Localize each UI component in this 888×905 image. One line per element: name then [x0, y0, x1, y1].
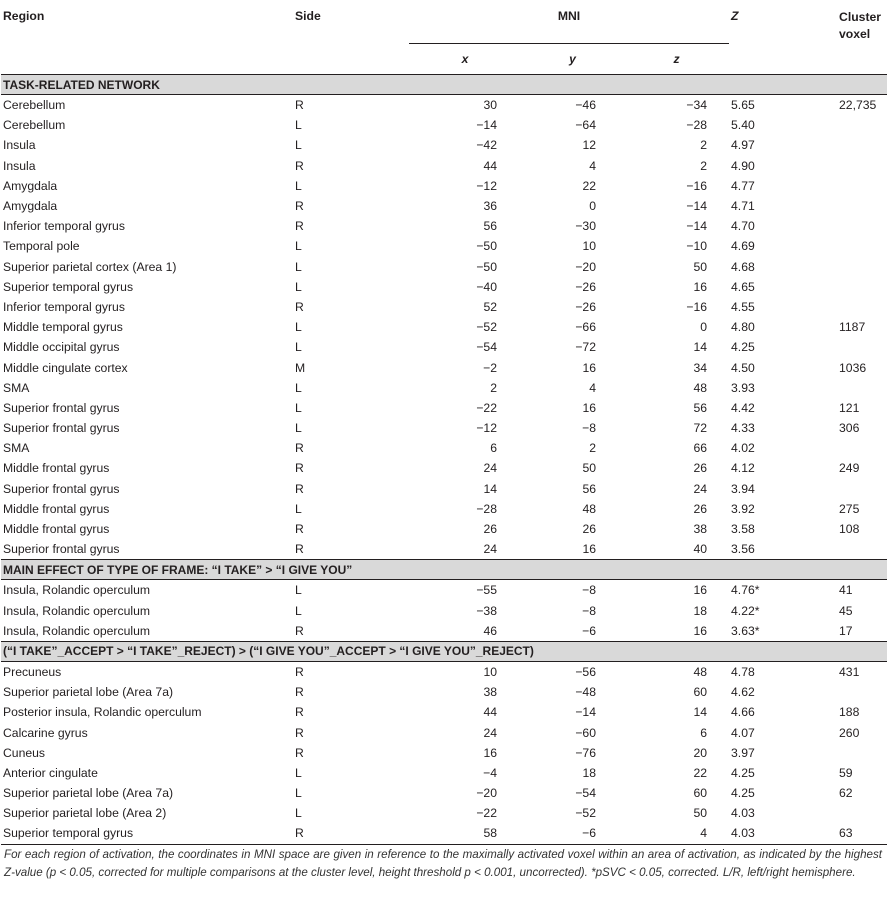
cell-y: 26: [582, 522, 596, 537]
table-row: [1, 297, 887, 317]
table-row: [1, 216, 887, 236]
cell-side: L: [295, 786, 302, 801]
cell-side: R: [295, 219, 304, 234]
cell-y: 16: [582, 400, 596, 415]
cell-y: −46: [575, 98, 596, 113]
cell-region: Superior frontal gyrus: [3, 421, 120, 436]
cell-region: Cuneus: [3, 745, 46, 760]
cell-side: L: [295, 239, 302, 254]
cell-zscore: 4.68: [731, 259, 755, 274]
table-row: [1, 357, 887, 377]
cell-cluster: [837, 156, 887, 176]
cell-x: 24: [483, 461, 497, 476]
cell-x: 24: [483, 542, 497, 557]
cell-z: 2: [700, 138, 708, 153]
cell-z: 4: [624, 823, 729, 844]
cell-cluster: [837, 743, 887, 763]
cell-cluster: 59: [839, 765, 853, 780]
cell-y: −6: [582, 623, 596, 638]
cell-cluster: [837, 257, 887, 277]
cell-x: 44: [483, 158, 497, 173]
cell-z: 14: [693, 705, 708, 720]
cell-cluster: 62: [839, 786, 853, 801]
cell-cluster: 188: [839, 705, 860, 720]
cell-x: 10: [483, 664, 497, 679]
cell-y: −14: [575, 705, 596, 720]
cell-y: 16: [582, 360, 596, 375]
cell-region: Middle temporal gyrus: [3, 320, 123, 335]
cell-cluster: 17: [839, 623, 853, 638]
cell-y: 2: [589, 441, 596, 456]
cell-region: Middle frontal gyrus: [3, 501, 110, 516]
cell-zscore: 4.71: [731, 199, 755, 214]
cell-region: Insula, Rolandic operculum: [3, 623, 151, 638]
cell-zscore: 4.50: [731, 360, 755, 375]
cell-y: −8: [582, 421, 596, 436]
cell-y: −8: [582, 603, 596, 618]
cell-cluster: 121: [839, 400, 860, 415]
cell-z: 16: [693, 623, 708, 638]
cell-zscore: 4.07: [731, 725, 755, 740]
table-row: [1, 135, 887, 155]
cell-cluster: 63: [837, 823, 887, 844]
cell-zscore: 4.77: [731, 178, 755, 193]
cell-z: 34: [693, 360, 708, 375]
cell-zscore: 4.03: [731, 806, 755, 821]
table-row: [1, 601, 887, 621]
cell-cluster: [837, 196, 887, 216]
table-row: [1, 539, 887, 560]
table-row: [1, 115, 887, 135]
cell-x: 52: [483, 299, 497, 314]
cell-z: 18: [693, 603, 708, 618]
cell-cluster: 260: [839, 725, 860, 740]
cell-y: 4: [589, 158, 596, 173]
cell-side: R: [295, 299, 304, 314]
cell-y: 4: [589, 380, 596, 395]
cell-x: 38: [483, 685, 497, 700]
table-row: [1, 257, 887, 277]
cell-zscore: 4.55: [731, 299, 755, 314]
table-row: [1, 743, 887, 763]
cell-x: −20: [476, 786, 497, 801]
cell-x: 2: [490, 380, 497, 395]
cell-side: L: [295, 380, 302, 395]
cell-region: Superior frontal gyrus: [3, 400, 120, 415]
cell-cluster: 275: [839, 501, 860, 516]
cell-side: L: [295, 118, 302, 133]
cell-zscore: 4.62: [731, 685, 755, 700]
cell-side: L: [295, 583, 302, 598]
cell-z: 40: [693, 542, 708, 557]
cell-z: 24: [693, 481, 708, 496]
cell-region: Calcarine gyrus: [3, 725, 88, 740]
cell-cluster: [837, 378, 887, 398]
cell-y: −26: [575, 299, 596, 314]
cell-side: R: [295, 685, 304, 700]
cell-side: R: [295, 461, 304, 476]
table-row: [1, 156, 887, 176]
cell-x: −12: [476, 178, 497, 193]
cell-cluster: [837, 176, 887, 196]
cell-cluster: 306: [839, 421, 860, 436]
cell-side: R: [295, 725, 304, 740]
cell-region: Superior parietal lobe (Area 2): [3, 806, 167, 821]
cell-side: L: [295, 138, 302, 153]
table-row: [1, 418, 887, 438]
section-header: [1, 641, 887, 661]
cell-z: 20: [693, 745, 708, 760]
header-side: Side: [295, 9, 321, 23]
cell-z: −14: [686, 199, 708, 214]
section-header: [1, 75, 887, 95]
cell-z: −34: [686, 98, 708, 113]
table-row: [1, 783, 887, 803]
cell-region: Amygdala: [3, 178, 58, 193]
cell-side: R: [295, 623, 304, 638]
cell-zscore: 3.94: [731, 481, 755, 496]
cell-cluster: [837, 277, 887, 297]
cell-side: R: [295, 705, 304, 720]
cell-y: −26: [575, 279, 596, 294]
table-row: [1, 479, 887, 499]
cell-y: 48: [582, 501, 596, 516]
cell-z: 6: [700, 725, 708, 740]
cell-y: −8: [582, 583, 596, 598]
cell-zscore: 4.25: [731, 786, 755, 801]
cell-zscore: 4.65: [731, 279, 755, 294]
cell-z: 48: [693, 664, 708, 679]
cell-cluster: 1187: [839, 320, 866, 335]
cell-cluster: [837, 337, 887, 357]
cell-y: −66: [575, 320, 596, 335]
table-row: [1, 458, 887, 478]
table-row: [1, 519, 887, 539]
cell-x: 16: [483, 745, 497, 760]
cell-cluster: 249: [839, 461, 860, 476]
cell-y: −64: [575, 118, 596, 133]
cell-y: 50: [582, 461, 596, 476]
cell-region: SMA: [3, 380, 30, 395]
cell-zscore: 4.03: [729, 823, 837, 844]
cell-region: Insula: [3, 138, 36, 153]
cell-side: L: [295, 806, 302, 821]
cell-side: R: [295, 98, 304, 113]
cell-x: −42: [476, 138, 497, 153]
cell-y: 0: [589, 199, 596, 214]
cell-region: Precuneus: [3, 664, 62, 679]
cell-x: 56: [483, 219, 497, 234]
cell-zscore: 4.90: [731, 158, 755, 173]
cell-zscore: 5.40: [731, 118, 755, 133]
cell-side: L: [295, 603, 302, 618]
cell-x: −22: [476, 806, 497, 821]
cell-region: Middle frontal gyrus: [3, 522, 110, 537]
cell-x: −40: [476, 279, 497, 294]
cell-x: −12: [476, 421, 497, 436]
cell-cluster: [837, 539, 887, 560]
cell-zscore: 4.42: [731, 400, 755, 415]
cell-z: 26: [693, 461, 708, 476]
cell-cluster: 1036: [839, 360, 867, 375]
cell-cluster: [837, 682, 887, 702]
cell-side: L: [295, 400, 302, 415]
cell-y: −76: [575, 745, 596, 760]
cell-zscore: 3.58: [731, 522, 755, 537]
cell-region: Inferior temporal gyrus: [3, 219, 125, 234]
cell-region: Superior temporal gyrus: [1, 823, 293, 844]
cell-region: Cerebellum: [3, 98, 66, 113]
cell-region: Amygdala: [3, 199, 58, 214]
cell-cluster: [837, 803, 887, 823]
table-row: [1, 722, 887, 742]
cell-x: 58: [409, 823, 521, 844]
cell-side: L: [295, 320, 302, 335]
cell-x: 36: [483, 199, 497, 214]
table-footnote: For each region of activation, the coordinates in MNI space are given in reference to the maximally activated voxel within an area of activation, as indicated by the highest Z-value (p < 0.05, corrected for multiple comparisons at the cluster level, height threshold p < 0.001, uncorrected). *pSVC < 0.05, corrected. L/R, left/right hemisphere.: [4, 848, 882, 879]
table-row: [1, 763, 887, 783]
cell-cluster: 41: [839, 583, 853, 598]
cell-y: −52: [575, 806, 596, 821]
cell-z: 16: [693, 583, 708, 598]
cell-y: −56: [575, 664, 596, 679]
table-row: [1, 337, 887, 357]
cell-z: 60: [693, 685, 708, 700]
cell-side: L: [295, 765, 302, 780]
cell-side: R: [295, 199, 304, 214]
table-row: [1, 621, 887, 642]
header-z: Z: [731, 9, 739, 23]
cell-zscore: 4.76*: [731, 583, 760, 598]
cell-side: R: [295, 745, 304, 760]
cell-side: R: [293, 823, 409, 844]
cell-x: 26: [483, 522, 497, 537]
cell-x: −4: [483, 765, 497, 780]
cell-region: Superior parietal lobe (Area 7a): [3, 786, 174, 801]
cell-z: 56: [693, 400, 708, 415]
section-title: TASK-RELATED NETWORK: [1, 75, 887, 95]
cell-side: L: [295, 178, 302, 193]
section-title: (“I TAKE”_ACCEPT > “I TAKE”_REJECT) > (“I GIVE YOU”_ACCEPT > “I GIVE YOU”_REJECT): [1, 641, 887, 661]
table-row: [1, 803, 887, 823]
cell-region: Posterior insula, Rolandic operculum: [3, 705, 202, 720]
cell-z: 26: [693, 501, 708, 516]
header-x: x: [409, 44, 521, 75]
cell-x: 46: [483, 623, 497, 638]
cell-y: −60: [575, 725, 596, 740]
cell-region: SMA: [3, 441, 30, 456]
cell-zscore: 4.80: [731, 320, 755, 335]
cell-zscore: 3.97: [731, 745, 755, 760]
cell-cluster: [837, 438, 887, 458]
cell-x: 14: [483, 481, 497, 496]
cell-x: −22: [476, 400, 497, 415]
table-row: [1, 277, 887, 297]
cell-x: −14: [476, 118, 497, 133]
cell-z: −14: [686, 219, 708, 234]
cell-y: 10: [582, 239, 596, 254]
cell-side: R: [295, 522, 304, 537]
cell-zscore: 3.93: [731, 380, 755, 395]
cell-side: R: [295, 158, 304, 173]
cell-zscore: 3.92: [731, 501, 755, 516]
cell-region: Superior frontal gyrus: [3, 481, 120, 496]
table-row: [1, 317, 887, 337]
cell-region: Anterior cingulate: [3, 765, 98, 780]
cell-x: 24: [483, 725, 497, 740]
cell-region: Insula, Rolandic operculum: [3, 583, 151, 598]
cell-cluster: [837, 479, 887, 499]
cell-x: 6: [490, 441, 497, 456]
cell-x: −50: [476, 259, 497, 274]
cell-zscore: 4.12: [731, 461, 755, 476]
cell-cluster: [837, 297, 887, 317]
cell-y: −48: [575, 685, 596, 700]
cell-z: 60: [693, 786, 708, 801]
cell-zscore: 4.78: [731, 664, 755, 679]
cell-region: Middle cingulate cortex: [3, 360, 128, 375]
cell-side: R: [295, 664, 304, 679]
table-row: [1, 378, 887, 398]
cell-y: 22: [582, 178, 596, 193]
cell-y: 56: [582, 481, 596, 496]
cell-x: −2: [483, 360, 497, 375]
cell-region: Inferior temporal gyrus: [3, 299, 125, 314]
cell-region: Superior frontal gyrus: [3, 542, 120, 557]
table-row: [1, 580, 887, 601]
table-row: [1, 499, 887, 519]
cell-x: −54: [476, 340, 497, 355]
cell-x: 44: [483, 705, 497, 720]
cell-z: 50: [693, 806, 708, 821]
cell-zscore: 4.22*: [731, 603, 760, 618]
cell-side: L: [295, 421, 302, 436]
cell-z: −16: [686, 299, 708, 314]
cell-zscore: 3.56: [731, 542, 755, 557]
cell-side: R: [295, 542, 304, 557]
cell-cluster: 431: [839, 664, 860, 679]
cell-region: Temporal pole: [3, 239, 80, 254]
cell-region: Insula, Rolandic operculum: [3, 603, 151, 618]
header-region: Region: [3, 9, 45, 23]
cell-x: −38: [476, 603, 497, 618]
header-y: y: [521, 44, 624, 75]
cell-z: 38: [693, 522, 708, 537]
cell-region: Middle frontal gyrus: [3, 461, 110, 476]
table-row: [1, 398, 887, 418]
cell-z: 48: [693, 380, 708, 395]
cell-cluster: [837, 236, 887, 256]
table-row: [1, 702, 887, 722]
cell-region: Cerebellum: [3, 118, 66, 133]
table-row: [1, 236, 887, 256]
table-row: [1, 823, 887, 844]
cell-side: M: [295, 360, 306, 375]
cell-y: 12: [582, 138, 596, 153]
cell-cluster: 45: [839, 603, 853, 618]
cell-y: 16: [582, 542, 596, 557]
cell-zscore: 4.33: [731, 421, 755, 436]
table-body: [1, 75, 887, 845]
cell-zscore: 4.97: [731, 138, 755, 153]
header-cluster: Cluster voxel: [839, 10, 882, 41]
cell-zscore: 4.70: [731, 219, 755, 234]
cell-x: −28: [476, 501, 497, 516]
cell-side: R: [295, 441, 304, 456]
cell-z: −10: [686, 239, 708, 254]
cell-zscore: 4.02: [731, 441, 755, 456]
cell-x: −52: [476, 320, 497, 335]
cell-y: −30: [575, 219, 596, 234]
cell-z: 16: [693, 279, 708, 294]
section-title: MAIN EFFECT OF TYPE OF FRAME: “I TAKE” > “I GIVE YOU”: [1, 560, 887, 580]
cell-region: Superior temporal gyrus: [3, 279, 134, 294]
cell-y: 18: [582, 765, 596, 780]
cell-x: −50: [476, 239, 497, 254]
cell-side: L: [295, 279, 302, 294]
cell-side: L: [295, 501, 302, 516]
cell-region: Superior parietal lobe (Area 7a): [3, 685, 174, 700]
cell-region: Superior parietal cortex (Area 1): [3, 259, 177, 274]
cell-side: L: [295, 340, 302, 355]
cell-x: −55: [476, 583, 497, 598]
cell-z: −16: [686, 178, 708, 193]
cell-z: 14: [693, 340, 708, 355]
cell-cluster: [837, 115, 887, 135]
table-row: [1, 176, 887, 196]
cell-z: 72: [693, 421, 708, 436]
cell-z: 0: [700, 320, 708, 335]
cell-cluster: 22,735: [839, 98, 877, 113]
cell-zscore: 4.69: [731, 239, 755, 254]
cell-region: Middle occipital gyrus: [3, 340, 120, 355]
cell-side: R: [295, 481, 304, 496]
table-row: [1, 438, 887, 458]
cell-z: 22: [693, 765, 708, 780]
cell-y: −20: [575, 259, 596, 274]
header-mni: MNI: [409, 0, 729, 44]
table-row: [1, 682, 887, 702]
activation-table: [1, 0, 887, 845]
cell-cluster: [837, 216, 887, 236]
section-header: [1, 560, 887, 580]
table-row: [1, 196, 887, 216]
cell-y: −6: [521, 823, 624, 844]
cell-z: −28: [686, 118, 708, 133]
cell-side: L: [295, 259, 302, 274]
table-row: [1, 95, 887, 116]
cell-z: 66: [693, 441, 708, 456]
cell-zscore: 5.65: [731, 98, 755, 113]
cell-x: 30: [483, 98, 497, 113]
cell-z: 50: [693, 259, 708, 274]
cell-zscore: 4.25: [731, 340, 755, 355]
cell-zscore: 3.63*: [731, 623, 760, 638]
cell-region: Insula: [3, 158, 36, 173]
header-z-coord: z: [624, 44, 729, 75]
cell-cluster: [837, 135, 887, 155]
table-row: [1, 661, 887, 682]
cell-y: −72: [575, 340, 596, 355]
cell-z: 2: [700, 158, 708, 173]
cell-y: −54: [575, 786, 596, 801]
cell-cluster: 108: [839, 522, 860, 537]
cell-zscore: 4.25: [731, 765, 755, 780]
cell-zscore: 4.66: [731, 705, 755, 720]
